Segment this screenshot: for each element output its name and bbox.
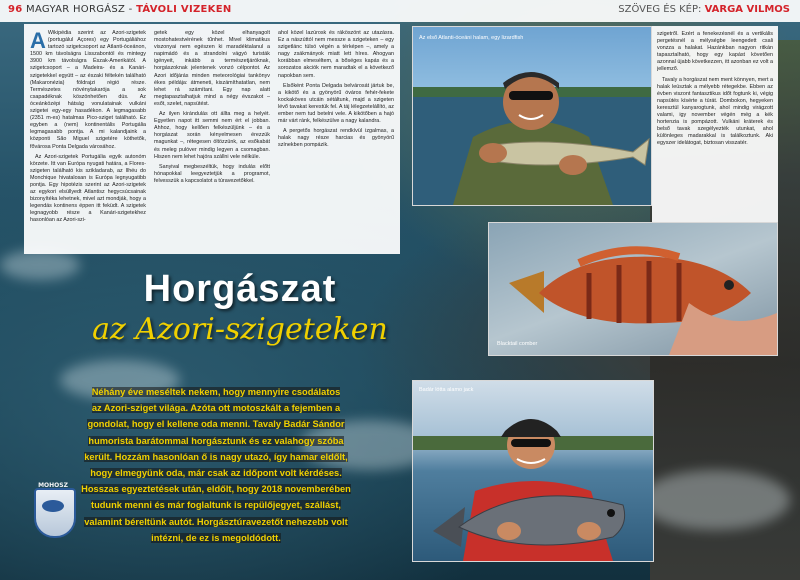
paragraph: Az ilyen kirándulás ott állta meg a helyét. Egyetlen napot itt semmi nem ért el jobban. Ahhoz, hogy kellően felkészüljünk – és a horgászat során kényelmesen érezzük magunkat –, rétegesen öltözzünk, az esőkabát és meleg pulóver mindig legyen a csomagban. Hiszen nem lehet hajóra szállni vele nélküle. <box>154 111 270 160</box>
lead-line: Néhány éve meséltek nekem, hogy mennyire csodálatos <box>91 387 341 397</box>
right-column <box>657 31 773 219</box>
credit-prefix: SZÖVEG ÉS KÉP: <box>618 4 702 15</box>
lead-line: került. Hozzám hasonlóan ő is nagy utazó, így hamar eldőlt, <box>84 451 348 462</box>
lead-line: Hosszas egyeztetések után, eldőlt, hogy 2018 novemberében <box>81 484 351 495</box>
lead-line: humorista barátommal horgásztunk és ez valahogy szóba <box>88 435 344 446</box>
lead-line: valamint béreltünk autót. Horgásztúravezetőt nehezebb volt <box>84 516 348 527</box>
page-number: 96 <box>8 4 23 15</box>
photo-caption: Badár lótta alamo jack <box>419 387 474 393</box>
paragraph: getek egy közel elhanyagolt mostohatestvérének tűnhet. Mivel klimatikus viszonyai nem egészen ki maradéktalanul a napimádó és a strandolni vágyó turisták igényeit, inkább a természetjáróknak, horgászoknak jelentenek vonzó célpontot. Az Azori időjárás minden meteorológiai tankönyv ékes példája: átmeneti, kiszámíthatatlan, nem lehet rá számítani. Egy nap alatt megtapasztalhatjuk mind a négy évszakot – esőt, szelet, napsütést. <box>154 30 270 107</box>
header-credit <box>618 4 790 15</box>
paragraph: szigetről. Ezért a fenekezésnél és a vertikális pergetésnél a mélységbe leengedett csali vonzza a halakat. Hazánkban nagyon ritkán tapasztalható, hogy egy kapást követően azonnal újabb következzen, itt azonban ez volt a jellemző. <box>657 31 773 73</box>
shield-icon <box>34 488 76 538</box>
paragraph: Az Azori-szigetek Portugália egyik autonóm körzete. Itt van Európa nyugati határa, a Flores-szigeten található kis szikladarab, az Ilhéu do Monchique hivatalosan is Európa legnyugatibb pontja. Egy hipotézis szerint az Azori-szigetek az egykori elsüllyedt Atlantisz hegycsúcsainak bizonyítéka lehetnek, mivel azt mondják, hogy a legendás kontinens éppen itt feküdt. A szigetek legnagyobb része a Kanári-szigetekhez hasonlóan az Azori-szi- <box>30 153 146 224</box>
paragraph: Wikipédia szerint az Azori-szigetek (portugálul Açores) egy Portugáliához tartozó szigetcsoport az Atlanti-óceánon, 1500 km távolságra Lisszabontól és mintegy 3900 km távolságra Észak-Amerikától. A szigetcsoport – a Madeira- és a Kanári-szigetekkel együtt – az északi féltekén található (Makaronézia) földrajzi régió része. Természetes növénytakarója a sok csapadéknak köszönhetően dús. Az óceánközépi hátság vonulatainak vulkáni szigetei egy-egy hasadékon. A legmagasabb (2351 m-es) hatalmas Pico-sziget található. Ez egyben a (nem) kontinentális Portugália legmagasabb pontja. A mi kalandjaink a központi São Miguel szigetére köthetők, fővárosa Ponta Delgada városához. <box>30 30 146 150</box>
photo-amberjack <box>412 380 654 562</box>
comber-photo-illustration <box>489 223 777 355</box>
article-column-3 <box>278 30 394 252</box>
paragraph: Sanyival megbeszéltük, hogy indulás előtt hónapokkal leegyeztetjük a programot, felvesszük a kapcsolatot a túravezetőkkel. <box>154 163 270 184</box>
logo-text: MOHOSZ <box>38 482 68 489</box>
photo-blacktail-comber <box>488 222 778 356</box>
lead-line: tudunk menni és már foglaltunk is repülőjegyet, szállást, <box>90 500 342 511</box>
photo-angler-lizardfish <box>412 26 652 206</box>
article-text-box <box>24 24 400 254</box>
article-subtitle: az Azori-szigeteken <box>92 312 388 347</box>
paragraph: Elsőként Ponta Delgada belvárosát jártuk be, a kikötő és a gyönyörű óváros fehér-fekete kockaköves utcáin sétáltunk, majd a szigeten lévő tavakat kerestük fel. A táj lélegzetelállító, az ember nem tud betelni vele. A kikötőben a hajó már várt ránk, felkészülve a nagy kalandra. <box>278 82 394 125</box>
amberjack-photo-illustration <box>413 381 653 561</box>
article-title: Horgászat <box>143 268 337 310</box>
photo-caption: Blacktail comber <box>497 341 538 347</box>
paragraph: Tavaly a horgászat nem ment könnyen, mert a halak leúsztak a mélyebb rétegekbe. Ebben az évben viszont fantasztikus időt fogtunk ki, végig napsütés kísérte a túrát. Dombokon, hegyeken keresztül kanyarogtunk, ahol mindig virágzott valami, igy november végén még a kék hortenzia is pompázott. Vulkáni kráterek és belső tavak szegélyezték utunkat, ahol különleges madarakkal is találkoztunk. Aki egyszer idelátogat, biztosan visszatér. <box>657 76 773 147</box>
section-name: TÁVOLI VIZEKEN <box>136 4 232 15</box>
fish-icon <box>42 500 64 512</box>
angler-photo-illustration <box>413 27 651 205</box>
header-left: 96 MAGYAR HORGÁSZ - TÁVOLI VIZEKEN <box>8 4 232 15</box>
sea-foam <box>640 470 790 530</box>
mohosz-logo <box>30 482 76 538</box>
paragraph: ahol közel lazúrosk és ráköszönt az utazásra. Ez a nászúttól nem messze a szigeteken – egy szigetlánc túlsó végén a térképen –, amely a nagy zsákmányok miatt lett híres. Ahogyan korábban elmeséltem, a bőséges kapás és a sorozatos akciók nem maradtak el a következő napokban sem. <box>278 30 394 79</box>
lead-line: gondolat, hogy el kellene oda menni. Tavaly Badár Sándor <box>87 419 345 430</box>
paragraph: A pergetős horgászat rendkívül izgalmas, a halak nagy része harcias és gyönyörű színekben pompázik. <box>278 128 394 149</box>
lead-line: az Azori-sziget világa. Azóta ott motoszkált a fejemben a <box>91 403 341 414</box>
lead-line: hogy elmegyünk oda, már csak az időpont volt kérdéses. <box>90 468 342 479</box>
magazine-name: MAGYAR HORGÁSZ <box>26 4 126 15</box>
page-header <box>0 0 800 22</box>
photo-caption: Az első Atlanti-óceáni halam, egy lizardfish <box>419 35 524 41</box>
author-name: VARGA VILMOS <box>704 4 790 15</box>
article-column-2 <box>154 30 270 252</box>
drop-cap: A <box>30 30 46 53</box>
lead-paragraph <box>66 384 366 546</box>
article-column-1 <box>30 30 146 252</box>
lead-line: intézni, de ez is megoldódott. <box>151 532 281 543</box>
right-text-box <box>652 26 778 222</box>
